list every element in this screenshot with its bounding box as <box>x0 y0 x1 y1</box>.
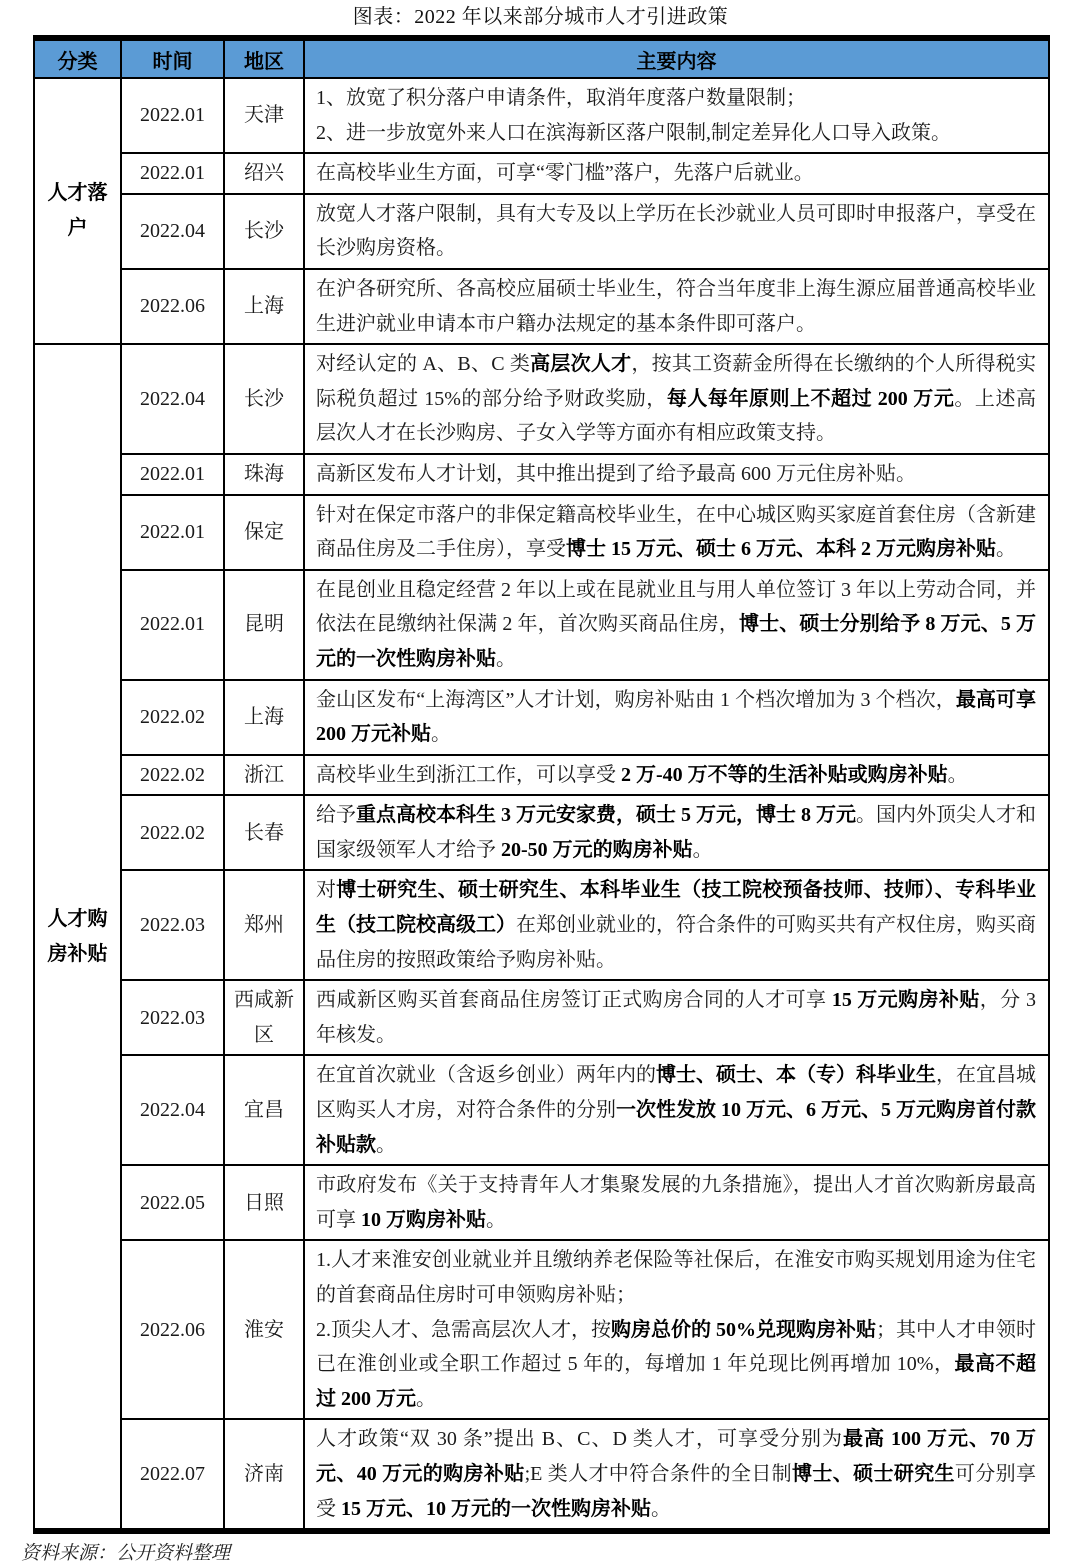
content-text: 在郑创业就业的，符合条件的可购买共有产权住房，购买商品住房的按照政策给予购房补贴。 <box>316 914 1036 971</box>
content-cell <box>304 344 1049 454</box>
content-bold-text: 购房总价的 50%兑现购房补贴 <box>611 1318 876 1341</box>
content-cell <box>304 795 1049 870</box>
region-cell: 郑州 <box>224 870 304 980</box>
time-cell: 2022.04 <box>121 1055 224 1165</box>
table-row <box>34 78 1049 153</box>
content-bold-text: 15 万元、10 万元的一次性购房补贴 <box>341 1497 651 1520</box>
content-text: 在宜首次就业（含返乡创业）两年内的 <box>316 1064 656 1087</box>
content-cell <box>304 454 1049 495</box>
content-text: ，按其工资薪金所得在长缴纳的个人所得税实际税负超过 15%的部分给予财政奖励， <box>316 353 1037 410</box>
region-cell: 浙江 <box>224 755 304 796</box>
content-cell <box>304 1055 1049 1165</box>
content-cell <box>304 269 1049 344</box>
region-cell: 淮安 <box>224 1240 304 1419</box>
content-text: ;E 类人才中符合条件的全日制 <box>524 1462 793 1485</box>
region-cell: 西咸新区 <box>224 980 304 1055</box>
content-text: 放宽人才落户限制，具有大专及以上学历在长沙就业人员可即时申报落户，享受在长沙购房资格。 <box>316 202 1036 260</box>
time-cell: 2022.01 <box>121 153 224 194</box>
content-bold-text: 15 万元购房补贴 <box>831 989 980 1012</box>
region-cell: 长沙 <box>224 194 304 269</box>
content-text: 。上述高层次人才在长沙购房、子女入学等方面亦有相应政策支持。 <box>316 387 1036 445</box>
table-body <box>34 78 1049 1531</box>
header-content: 主要内容 <box>304 38 1049 78</box>
content-text: 针对在保定市落户的非保定籍高校毕业生，在中心城区购买家庭首套住房（含新建商品住房及二手住房），享受 <box>316 503 1036 561</box>
table-row <box>34 680 1049 755</box>
table-row <box>34 1419 1049 1531</box>
content-text: 2、进一步放宽外来人口在滨海新区落户限制,制定差异化人口导入政策。 <box>316 121 951 144</box>
content-bold-text: 一次性发放 10 万元、6 万元、5 万元购房首付款补贴款 <box>316 1099 1036 1156</box>
header-time: 时间 <box>121 38 224 78</box>
content-bold-text: 每人每年原则上不超过 200 万元 <box>666 387 955 410</box>
table-row <box>34 870 1049 980</box>
region-cell: 绍兴 <box>224 153 304 194</box>
content-text: 。 <box>496 647 516 670</box>
content-cell <box>304 78 1049 153</box>
content-text: 。 <box>416 1387 436 1410</box>
time-cell: 2022.02 <box>121 680 224 755</box>
table-row <box>34 570 1049 680</box>
content-text: 在高校毕业生方面，可享“零门槛”落户，先落户后就业。 <box>316 162 814 185</box>
time-cell: 2022.01 <box>121 78 224 153</box>
content-text: 在昆创业且稳定经营 2 年以上或在昆就业且与用人单位签订 3 年以上劳动合同，并依法在昆缴纳社保满 2 年，首次购买商品住房， <box>316 578 1036 636</box>
table-row <box>34 755 1049 796</box>
time-cell: 2022.06 <box>121 269 224 344</box>
content-text: 。国内外顶尖人才和国家级领军人才给予 <box>316 804 1036 861</box>
content-text: 金山区发布“上海湾区”人才计划，购房补贴由 1 个档次增加为 3 个档次， <box>316 688 956 711</box>
content-text: 1、放宽了积分落户申请条件，取消年度落户数量限制； <box>316 87 806 109</box>
region-cell: 上海 <box>224 680 304 755</box>
table-row <box>34 1240 1049 1419</box>
content-cell <box>304 153 1049 194</box>
content-bold-text: 高层次人才 <box>530 353 632 376</box>
header-region: 地区 <box>224 38 304 78</box>
content-text: 2.顶尖人才、急需高层次人才，按 <box>316 1318 611 1341</box>
region-cell: 济南 <box>224 1419 304 1531</box>
header-row <box>34 38 1049 78</box>
time-cell: 2022.04 <box>121 194 224 269</box>
table-row <box>34 194 1049 269</box>
time-cell: 2022.01 <box>121 570 224 680</box>
content-text: 高新区发布人才计划，其中推出提到了给予最高 600 万元住房补贴。 <box>316 462 916 485</box>
time-cell: 2022.01 <box>121 495 224 570</box>
content-bold-text: 博士、硕士分别给予 8 万元、5 万元的一次性购房补贴 <box>316 613 1037 670</box>
region-cell: 宜昌 <box>224 1055 304 1165</box>
region-cell: 长沙 <box>224 344 304 454</box>
region-cell: 珠海 <box>224 454 304 495</box>
content-text: 。 <box>651 1497 671 1520</box>
content-text: 1.人才来淮安创业就业并且缴纳养老保险等社保后，在淮安市购买规划用途为住宅的首套商品住房时可申领购房补贴； <box>316 1249 1036 1306</box>
content-cell <box>304 194 1049 269</box>
content-bold-text: 最高不超过 200 万元 <box>316 1353 1036 1410</box>
content-cell <box>304 570 1049 680</box>
region-cell: 长春 <box>224 795 304 870</box>
time-cell: 2022.06 <box>121 1240 224 1419</box>
content-text: 。 <box>376 1133 396 1156</box>
content-bold-text: 20-50 万元的购房补贴 <box>501 838 693 861</box>
figure-title: 图表：2022 年以来部分城市人才引进政策 <box>352 6 729 28</box>
content-cell <box>304 495 1049 570</box>
time-cell: 2022.03 <box>121 870 224 980</box>
content-bold-text: 博士、硕士、本（专）科毕业生 <box>656 1064 936 1087</box>
table-row <box>34 153 1049 194</box>
time-cell: 2022.04 <box>121 344 224 454</box>
content-bold-text: 博士 15 万元、硕士 6 万元、本科 2 万元购房补贴 <box>566 538 996 561</box>
content-cell <box>304 980 1049 1055</box>
content-text: 西咸新区购买首套商品住房签订正式购房合同的人才可享 <box>316 989 832 1012</box>
region-cell: 保定 <box>224 495 304 570</box>
content-text: 。 <box>431 723 451 746</box>
content-bold-text: 2 万-40 万不等的生活补贴或购房补贴 <box>621 763 948 786</box>
content-bold-text: 重点高校本科生 3 万元安家费，硕士 5 万元，博士 8 万元 <box>356 804 856 827</box>
content-text: 对 <box>316 879 337 902</box>
content-bold-text: 最高 100 万元、70 万元、40 万元的购房补贴 <box>316 1428 1036 1485</box>
time-cell: 2022.07 <box>121 1419 224 1531</box>
content-cell <box>304 1240 1049 1419</box>
content-cell <box>304 1419 1049 1531</box>
content-cell <box>304 755 1049 796</box>
policy-table <box>33 35 1050 1534</box>
content-text: 市政府发布《关于支持青年人才集聚发展的九条措施》，提出人才首次购新房最高可享 <box>316 1174 1036 1231</box>
content-text: ，在宜昌城区购买人才房，对符合条件的分别 <box>316 1064 1036 1122</box>
content-text: 。 <box>486 1208 506 1231</box>
table-row <box>34 1165 1049 1240</box>
content-text: 。 <box>996 538 1016 561</box>
content-text: 给予 <box>316 804 356 827</box>
table-row <box>34 1055 1049 1165</box>
header-category: 分类 <box>34 38 121 78</box>
content-cell <box>304 870 1049 980</box>
table-row <box>34 495 1049 570</box>
category-cell: 人才购房补贴 <box>34 344 121 1531</box>
content-cell <box>304 680 1049 755</box>
content-text: 可分别享受 <box>316 1462 1036 1520</box>
content-text: 。 <box>947 763 968 786</box>
time-cell: 2022.05 <box>121 1165 224 1240</box>
content-text: 人才政策“双 30 条”提出 B、C、D 类人才，可享受分别为 <box>316 1428 843 1451</box>
time-cell: 2022.03 <box>121 980 224 1055</box>
time-cell: 2022.02 <box>121 795 224 870</box>
table-row <box>34 795 1049 870</box>
table-row <box>34 344 1049 454</box>
region-cell: 日照 <box>224 1165 304 1240</box>
content-text: 对经认定的 A、B、C 类 <box>316 353 531 376</box>
table-row <box>34 980 1049 1055</box>
content-bold-text: 10 万购房补贴 <box>361 1208 486 1231</box>
time-cell: 2022.01 <box>121 454 224 495</box>
region-cell: 上海 <box>224 269 304 344</box>
category-cell: 人才落户 <box>34 78 121 344</box>
time-cell: 2022.02 <box>121 755 224 796</box>
table-header <box>34 38 1049 78</box>
content-bold-text: 博士、硕士研究生 <box>792 1462 955 1485</box>
content-text: ，分 3 年核发。 <box>316 989 1037 1046</box>
region-cell: 昆明 <box>224 570 304 680</box>
content-cell <box>304 1165 1049 1240</box>
source-note: 资料来源：公开资料整理 <box>21 1543 231 1565</box>
content-text: 。 <box>692 838 713 861</box>
table-row <box>34 269 1049 344</box>
table-row <box>34 454 1049 495</box>
content-text: 在沪各研究所、各高校应届硕士毕业生，符合当年度非上海生源应届普通高校毕业生进沪就业申请本市户籍办法规定的基本条件即可落户。 <box>316 277 1036 335</box>
content-bold-text: 最高可享 200 万元补贴 <box>316 688 1036 746</box>
content-text: ；其中人才申领时已在淮创业或全职工作超过 5 年的，每增加 1 年兑现比例再增加 10%， <box>316 1318 1036 1376</box>
region-cell: 天津 <box>224 78 304 153</box>
content-bold-text: 博士研究生、硕士研究生、本科毕业生（技工院校预备技师、技师）、专科毕业生（技工院校高级工） <box>316 879 1037 937</box>
content-text: 高校毕业生到浙江工作，可以享受 <box>316 763 621 786</box>
